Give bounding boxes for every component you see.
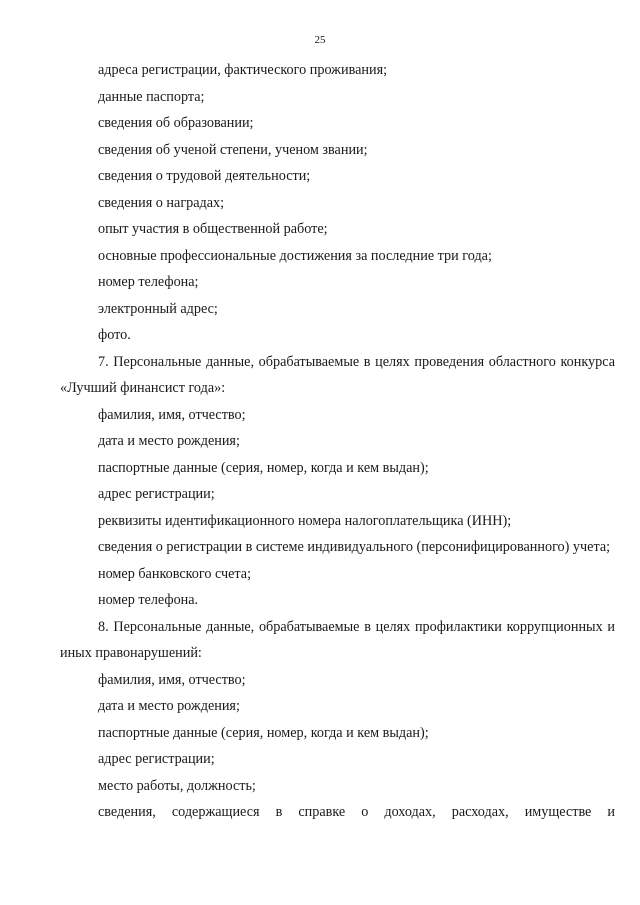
list-item: сведения о наградах; xyxy=(98,194,225,211)
page-number: 25 xyxy=(314,34,326,46)
list-item: сведения о трудовой деятельности; xyxy=(98,168,311,184)
list-item: опыт участия в общественной работе; xyxy=(98,221,328,237)
list-item: фамилия, имя, отчество; xyxy=(98,406,246,423)
list-item: фото. xyxy=(98,327,131,343)
list-item: адреса регистрации, фактического проживания; xyxy=(98,62,388,78)
document-body xyxy=(60,57,615,826)
list-item: паспортные данные (серия, номер, когда и кем выдан); xyxy=(98,459,429,476)
list-item: основные профессиональные достижения за последние три года; xyxy=(98,247,492,264)
list-item: номер телефона. xyxy=(98,592,199,608)
list-item: дата и место рождения; xyxy=(98,698,240,714)
list-item: данные паспорта; xyxy=(98,88,205,105)
list-item: номер телефона; xyxy=(98,274,199,290)
list-item: паспортные данные (серия, номер, когда и кем выдан); xyxy=(98,724,429,741)
list-item: номер банковского счета; xyxy=(98,565,252,582)
list-item: дата и место рождения; xyxy=(98,433,240,449)
list-item: адрес регистрации; xyxy=(98,751,215,767)
list-item: реквизиты идентификационного номера налогоплательщика (ИНН); xyxy=(98,512,512,529)
list-item-long: сведения о регистрации в системе индивидуального (персонифицированного) учета; xyxy=(98,539,611,555)
section-8-paragraph: 8. Персональные данные, обрабатываемые в целях профилактики коррупционных и иных правонарушений: xyxy=(60,618,615,661)
list-item-long: сведения, содержащиеся в справке о доходах, расходах, имуществе и xyxy=(98,804,615,820)
section-7-paragraph: 7. Персональные данные, обрабатываемые в целях проведения областного конкурса «Лучший финансист года»: xyxy=(60,353,615,396)
list-item: сведения об образовании; xyxy=(98,115,254,131)
list-item: фамилия, имя, отчество; xyxy=(98,671,246,688)
list-item: адрес регистрации; xyxy=(98,486,215,502)
list-item: электронный адрес; xyxy=(98,300,218,317)
list-item: сведения об ученой степени, ученом звании; xyxy=(98,141,368,158)
list-item: место работы, должность; xyxy=(98,777,256,794)
